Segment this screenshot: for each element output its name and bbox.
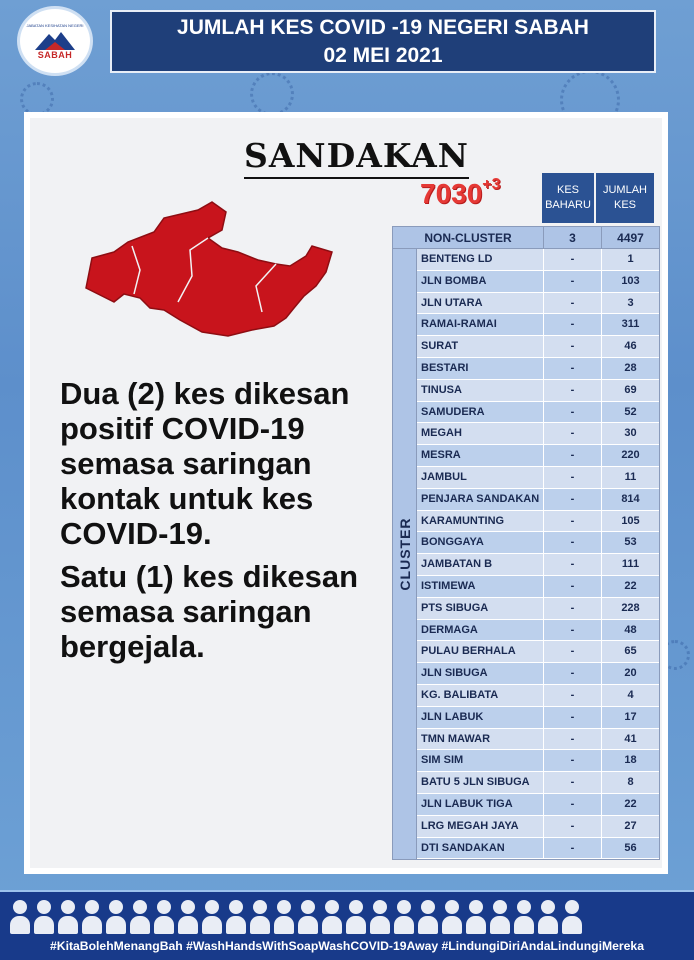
cluster-name: DERMAGA	[421, 623, 478, 636]
cluster-new: -	[543, 293, 601, 314]
people-illustration	[10, 898, 684, 936]
mountain-icon	[35, 30, 75, 50]
cluster-total: 22	[601, 794, 659, 815]
cluster-new: -	[543, 816, 601, 837]
cluster-total: 46	[601, 336, 659, 357]
cluster-section	[393, 249, 659, 859]
cluster-name: MEGAH	[421, 427, 462, 440]
cluster-new: -	[543, 772, 601, 793]
person-icon	[154, 898, 174, 934]
logo-subtext: JABATAN KESIHATAN NEGERI	[26, 22, 84, 28]
cluster-name: JLN LABUK TIGA	[421, 797, 513, 810]
table-row	[417, 838, 659, 860]
cluster-rows	[417, 249, 659, 859]
cluster-table	[392, 226, 660, 860]
cluster-name: SIM SIM	[421, 754, 464, 767]
person-icon	[202, 898, 222, 934]
cluster-name: PTS SIBUGA	[421, 601, 489, 614]
table-row	[417, 532, 659, 554]
non-cluster-label: NON-CLUSTER	[424, 231, 512, 245]
cluster-new: -	[543, 707, 601, 728]
table-row	[417, 707, 659, 729]
description-para-2: Satu (1) kes dikesan semasa saringan bergejala.	[60, 559, 359, 664]
cluster-new: -	[543, 314, 601, 335]
cluster-new: -	[543, 249, 601, 270]
cluster-name: PULAU BERHALA	[421, 645, 516, 658]
table-row	[417, 750, 659, 772]
cluster-total: 27	[601, 816, 659, 837]
cluster-name: ISTIMEWA	[421, 579, 476, 592]
cluster-new: -	[543, 445, 601, 466]
district-map-icon	[80, 190, 340, 350]
person-icon	[466, 898, 486, 934]
logo-text: SABAH	[37, 49, 73, 60]
cluster-name: JAMBUL	[421, 470, 467, 483]
table-row	[417, 685, 659, 707]
table-row	[417, 576, 659, 598]
table-row	[417, 423, 659, 445]
cluster-new: -	[543, 489, 601, 510]
cluster-new: -	[543, 750, 601, 771]
cluster-name: BENTENG LD	[421, 253, 493, 265]
table-row	[417, 598, 659, 620]
cluster-name: TINUSA	[421, 383, 462, 396]
person-icon	[346, 898, 366, 934]
cluster-name: JLN SIBUGA	[421, 667, 488, 680]
cluster-name: KARAMUNTING	[421, 514, 505, 527]
cluster-total: 3	[601, 293, 659, 314]
cluster-total: 41	[601, 729, 659, 750]
cluster-new: -	[543, 554, 601, 575]
cluster-name: DTI SANDAKAN	[421, 841, 505, 854]
cluster-total: 4	[601, 685, 659, 706]
cluster-total: 228	[601, 598, 659, 619]
table-row	[417, 249, 659, 271]
person-icon	[34, 898, 54, 934]
cluster-new: -	[543, 620, 601, 641]
footer-hashtags: #KitaBolehMenangBah #WashHandsWithSoapWashCOVID-19Away #LindungiDiriAndaLindungiMereka	[50, 939, 644, 953]
cluster-total: 105	[601, 511, 659, 532]
table-row	[417, 380, 659, 402]
cluster-total: 65	[601, 641, 659, 662]
cluster-name: LRG MEGAH JAYA	[421, 819, 519, 832]
cluster-name: BATU 5 JLN SIBUGA	[421, 776, 530, 789]
person-icon	[82, 898, 102, 934]
table-row	[417, 445, 659, 467]
person-icon	[226, 898, 246, 934]
column-header-total-label: JUMLAH KES	[602, 184, 647, 211]
virus-decoration	[20, 82, 54, 116]
cluster-new: -	[543, 380, 601, 401]
header-date: 02 MEI 2021	[323, 43, 443, 67]
cluster-name: MESRA	[421, 449, 461, 462]
column-header-new-label: KES BAHARU	[545, 184, 591, 211]
cluster-label: CLUSTER	[396, 517, 413, 591]
non-cluster-new: 3	[543, 227, 601, 248]
header-title: JUMLAH KES COVID -19 NEGERI SABAH	[177, 15, 589, 39]
person-icon	[10, 898, 30, 934]
cluster-total: 814	[601, 489, 659, 510]
person-icon	[562, 898, 582, 934]
table-row	[417, 663, 659, 685]
person-icon	[394, 898, 414, 934]
cluster-side-label	[393, 249, 417, 859]
cluster-new: -	[543, 685, 601, 706]
cluster-new: -	[543, 598, 601, 619]
logo	[17, 6, 93, 76]
table-row	[417, 336, 659, 358]
column-header-new	[542, 173, 594, 223]
person-icon	[274, 898, 294, 934]
cluster-name: BONGGAYA	[421, 536, 484, 549]
cluster-new: -	[543, 794, 601, 815]
cluster-total: 52	[601, 402, 659, 423]
cluster-total: 56	[601, 838, 659, 859]
cluster-total: 28	[601, 358, 659, 379]
cluster-total: 48	[601, 620, 659, 641]
person-icon	[370, 898, 390, 934]
cluster-total: 22	[601, 576, 659, 597]
cluster-total: 8	[601, 772, 659, 793]
person-icon	[250, 898, 270, 934]
cluster-name: TMN MAWAR	[421, 732, 491, 745]
person-icon	[538, 898, 558, 934]
table-row	[417, 271, 659, 293]
description	[60, 376, 380, 664]
person-icon	[514, 898, 534, 934]
cluster-name: JLN BOMBA	[421, 274, 487, 287]
cluster-new: -	[543, 663, 601, 684]
total-cases	[420, 175, 501, 210]
cluster-total: 103	[601, 271, 659, 292]
table-row	[417, 816, 659, 838]
cluster-name: SURAT	[421, 340, 459, 353]
main-panel	[24, 112, 668, 874]
table-row	[417, 794, 659, 816]
cluster-new: -	[543, 576, 601, 597]
cluster-new: -	[543, 467, 601, 488]
table-row	[417, 772, 659, 794]
cluster-name: JAMBATAN B	[421, 558, 493, 571]
cluster-new: -	[543, 511, 601, 532]
cluster-total: 111	[601, 554, 659, 575]
virus-decoration	[250, 72, 294, 116]
cluster-new: -	[543, 402, 601, 423]
cluster-new: -	[543, 641, 601, 662]
cluster-name: PENJARA SANDAKAN	[421, 492, 540, 505]
person-icon	[58, 898, 78, 934]
table-row	[417, 641, 659, 663]
table-row	[417, 620, 659, 642]
column-header-total	[596, 173, 654, 223]
cluster-new: -	[543, 532, 601, 553]
table-row	[417, 314, 659, 336]
cluster-name: JLN LABUK	[421, 710, 484, 723]
cluster-total: 69	[601, 380, 659, 401]
cluster-new: -	[543, 336, 601, 357]
cluster-total: 53	[601, 532, 659, 553]
cluster-total: 220	[601, 445, 659, 466]
cluster-new: -	[543, 729, 601, 750]
table-row	[417, 489, 659, 511]
cluster-name: BESTARI	[421, 361, 469, 374]
person-icon	[106, 898, 126, 934]
cluster-new: -	[543, 358, 601, 379]
cluster-name: JLN UTARA	[421, 296, 483, 309]
non-cluster-row	[393, 227, 659, 249]
cluster-total: 30	[601, 423, 659, 444]
person-icon	[298, 898, 318, 934]
person-icon	[130, 898, 150, 934]
cluster-name: KG. BALIBATA	[421, 688, 499, 701]
person-icon	[442, 898, 462, 934]
person-icon	[322, 898, 342, 934]
cluster-name: RAMAI-RAMAI	[421, 318, 497, 331]
table-row	[417, 293, 659, 315]
cluster-total: 17	[601, 707, 659, 728]
person-icon	[178, 898, 198, 934]
cluster-new: -	[543, 838, 601, 859]
table-row	[417, 729, 659, 751]
table-row	[417, 511, 659, 533]
cluster-new: -	[543, 423, 601, 444]
table-row	[417, 467, 659, 489]
person-icon	[418, 898, 438, 934]
cluster-new: -	[543, 271, 601, 292]
description-para-1: Dua (2) kes dikesan positif COVID-19 semasa saringan kontak untuk kes COVID-19.	[60, 376, 350, 551]
table-row	[417, 554, 659, 576]
cluster-name: SAMUDERA	[421, 405, 485, 418]
page-header	[110, 10, 656, 73]
table-row	[417, 358, 659, 380]
cluster-total: 20	[601, 663, 659, 684]
total-cases-value: 7030	[420, 178, 483, 209]
non-cluster-total: 4497	[601, 227, 659, 248]
cluster-total: 11	[601, 467, 659, 488]
district-title: SANDAKAN	[244, 136, 469, 179]
cluster-total: 18	[601, 750, 659, 771]
footer-banner	[0, 890, 694, 960]
cluster-total: 311	[601, 314, 659, 335]
new-cases-value: +3	[482, 175, 501, 193]
person-icon	[490, 898, 510, 934]
cluster-total: 1	[601, 249, 659, 270]
table-row	[417, 402, 659, 424]
